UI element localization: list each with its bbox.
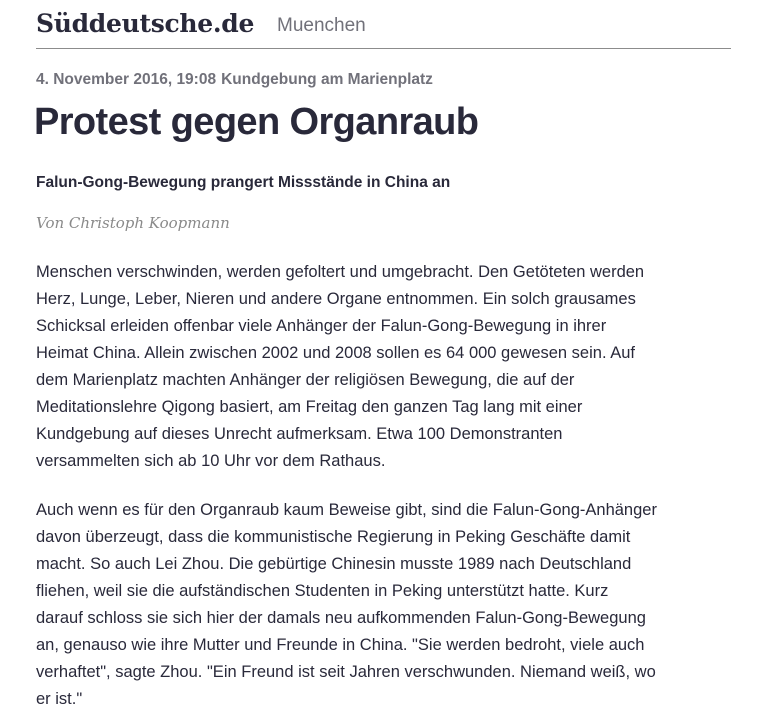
paragraph-line: Heimat China. Allein zwischen 2002 und 2008 sollen es 64 000 gewesen sein. Auf <box>36 344 635 362</box>
article-byline: Von Christoph Koopmann <box>36 214 230 232</box>
paragraph-line: dem Marienplatz machten Anhänger der religiösen Bewegung, die auf der <box>36 371 575 389</box>
paragraph-line: Auch wenn es für den Organraub kaum Beweise gibt, sind die Falun-Gong-Anhänger <box>36 501 657 519</box>
paragraph-line: an, genauso wie ihre Mutter und Freunde in China. "Sie werden bedroht, viele auch <box>36 636 645 654</box>
article-date: 4. November 2016, 19:08 <box>36 71 217 88</box>
article-teaser: Falun-Gong-Bewegung prangert Missstände in China an <box>36 174 451 191</box>
paragraph-line: Herz, Lunge, Leber, Nieren und andere Organe entnommen. Ein solch grausames <box>36 290 636 308</box>
paragraph-line: verhaftet", sagte Zhou. "Ein Freund ist seit Jahren verschwunden. Niemand weiß, wo <box>36 663 656 681</box>
paragraph-line: macht. So auch Lei Zhou. Die gebürtige Chinesin musste 1989 nach Deutschland <box>36 555 632 573</box>
paragraph-line: Schicksal erleiden offenbar viele Anhänger der Falun-Gong-Bewegung in ihrer <box>36 317 607 335</box>
site-logo[interactable]: Süddeutsche.de <box>36 9 255 38</box>
paragraph-line: darauf schloss sie sich hier der damals neu aufkommenden Falun-Gong-Bewegung <box>36 609 646 627</box>
article-paragraph <box>36 497 657 713</box>
article-dateline <box>36 70 433 90</box>
masthead <box>36 8 731 49</box>
article-paragraph <box>36 259 644 475</box>
article-kicker: Kundgebung am Marienplatz <box>221 71 433 88</box>
article-headline: Protest gegen Organraub <box>34 101 479 143</box>
paragraph-line: fliehen, weil sie die aufständischen Studenten in Peking unterstützt hatte. Kurz <box>36 582 609 600</box>
paragraph-line: Meditationslehre Qigong basiert, am Freitag den ganzen Tag lang mit einer <box>36 398 583 416</box>
paragraph-line: versammelten sich ab 10 Uhr vor dem Rathaus. <box>36 452 386 470</box>
paragraph-line: Menschen verschwinden, werden gefoltert und umgebracht. Den Getöteten werden <box>36 263 645 281</box>
paragraph-line: davon überzeugt, dass die kommunistische Regierung in Peking Geschäfte damit <box>36 528 631 546</box>
paragraph-line: Kundgebung auf dieses Unrecht aufmerksam. Etwa 100 Demonstranten <box>36 425 563 443</box>
section-link[interactable]: Muenchen <box>277 15 366 36</box>
paragraph-line: er ist." <box>36 690 83 708</box>
